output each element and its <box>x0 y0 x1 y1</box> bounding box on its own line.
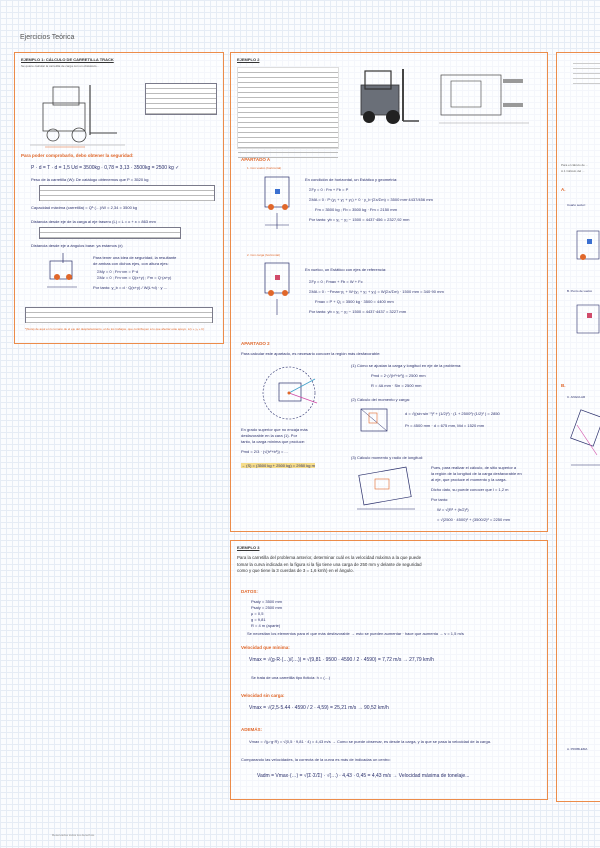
final-eq: Vadm = Vmax·(…) = √(Σ·Σ/Σ) · √(…) · 4,43 · 0,45 = 4,43 m/s → Velocidad máxima de tonelaje... <box>257 773 470 779</box>
summary-table <box>25 307 213 323</box>
panel-heading: EJEMPLO 3 <box>237 545 260 550</box>
forklift-weight: Peso de la carretilla (W): De catálogo obtenemos que P = 3520 kg <box>31 177 149 182</box>
data-heading: DATOS: <box>241 589 258 594</box>
max-capacity: Capacidad máxima (carretilla) = Q²·(…)/W = 2,34 = 3500 kg <box>31 205 138 210</box>
case-1-line-4: Fm = 3500 kg ; Fb = 3500 kg · Fm = 2150 mm <box>315 207 397 212</box>
exercise-panel-2 <box>230 52 548 532</box>
exercise-panel-3 <box>230 540 548 800</box>
panel-4-line-6: A. PROBLEMA <box>567 747 588 751</box>
note-3: tanto, la carga mínima que produce: <box>241 439 306 444</box>
panel-4-diagram-1 <box>573 225 600 285</box>
step-3-line-1: Pues, para realizar el cálculo, de sitio superior a <box>431 465 517 470</box>
case-2-line-2: ΣFy = 0 ; Fmax + Fb = W + Fc <box>309 279 363 284</box>
step-3-eq-2: = √(2500 · 4500)² + (3500/2)² = 2250 mm <box>437 517 511 522</box>
step-2-eq-2: Pr = 4500 mm · d = 675 mm, Md = 1520 mm <box>405 423 485 428</box>
no-load-heading: Velocidad sin carga: <box>241 693 285 698</box>
note-eq: Pmd = 2/3 · (√(h²+b²)) = ... <box>241 449 288 454</box>
panel-heading: EJEMPLO 2 <box>237 57 260 62</box>
step-3-line-5: Por tanto: <box>431 497 449 502</box>
highlighted-result: → (S) = (3500 kg + 2500 kg) = 2950 kg m <box>241 463 315 468</box>
case-2-diagram <box>261 259 301 319</box>
turning-circle-diagram <box>255 361 329 425</box>
panel-4-line-5: C. ANGULAR <box>567 395 586 399</box>
stability-note-2: de ambas con dichos ejes, con altura ejes: <box>93 261 169 266</box>
panel-4-line-1: Para el cálculo de ... <box>561 163 589 167</box>
data-note: Se necesitan los elementos para el que más desfavorable → esto se pueden aumentar · hace que aumenta → v = 1,5 m/s <box>247 631 464 636</box>
panel-4-line-2: A.1 Cálculo del ... <box>561 169 585 173</box>
step-1-eq-2: R = 4A mm · Sin = 2500 mm <box>371 383 422 388</box>
problem-statement: Para la carretilla del problema anterior, determinar cuál es la velocidad máxima a la que puede tomar la curva indicada en la figura si la fijo tiene una carga de 250 mm y delante de seguridad como y que tiene la 3 cuerdas de 3 = 1,6 kmh) en el ángulo. <box>237 555 422 573</box>
case-2-line-3: ΣMA = 0 : −Fmax·y₁ + W·(y₁ + y₂ + y₃) = W(Σx/Σm) · 1500 mm = 340·90 mm <box>309 289 444 294</box>
step-2-eq-1: d = √((sin·sin⁻¹)² + (1/2)²) · (1 + 2500²)·(1/2)² ) = 2850 <box>405 411 500 416</box>
panel-subheading: Se quiere calcular la carretilla de carga con un obstáculo... <box>21 64 99 68</box>
sheet-title: Ejercicios Teórica <box>20 34 75 41</box>
case-1-line-2: ΣFy = 0 : Fm + Fb = P <box>309 187 349 192</box>
case-2-line-4: Fmax = P + Q₁ = 3500 kg · 3500 = 4400 mm <box>315 299 394 304</box>
case-1-diagram <box>261 173 301 233</box>
axle-distance: Distancia desde eje de la carga al eje trasero (L) = L = c + x = 863 mm <box>31 219 156 224</box>
result-eq: Por tanto: y_b = d · Q(x+y) / W(L+d) · y ... <box>93 285 167 290</box>
base-distance: Distancia desde eje a ángulos base: ya estamos (x) <box>31 243 123 248</box>
data-5: R = 4 m (aparte) <box>251 623 281 628</box>
data-4: g = 9,81 <box>251 617 266 622</box>
panel-heading: EJEMPLO 1: CÁLCULO DE CARRETILLA TRACK <box>21 57 114 62</box>
footnote: *(Nota) de aquí en lo tomaré de el eje del desplazamiento, el de los trabajos, que contribuyen a lo que afectar este apoyo, L(x + y₀ + b) <box>25 327 205 331</box>
panel-4-b: B. <box>561 383 566 388</box>
step-2: (2) Cálculo del momento y carga: <box>351 397 410 402</box>
note-2: desfavorable en la cara (1). Por <box>241 433 298 438</box>
also-heading: ADEMÁS: <box>241 727 262 732</box>
page-footer: Reservados todos los derechos. <box>52 833 95 837</box>
step-heading: Para poder comprobarlo, debo obtener la seguridad: <box>21 153 134 158</box>
catalog-table-2 <box>39 227 181 239</box>
data-1: Psaly = 3500 mm <box>251 599 283 604</box>
case-1-line-5: Por tanto: yb = y₁ − y₂ − 1500 = 4437·456 = 2327,92 mm <box>309 217 410 222</box>
section-2-heading: APARTADO 2 <box>241 341 270 346</box>
panel-4-diagram-3 <box>567 405 600 475</box>
load-section-diagram <box>355 403 395 439</box>
no-load-eq: Vmax = √(2,5·5.44 · 4590 / 2 · 4,59) = 25,21 m/s → 90,52 km/h <box>249 705 389 711</box>
case-1-line-1: En condición de horizontal, un Estático y geometría: <box>305 177 398 182</box>
panel-4-diagram-2 <box>573 299 600 349</box>
catalog-table-1 <box>39 185 215 201</box>
moment-eq-2: ΣMz = 0 ; Fm·xm = Q(x+y) ; Fm = Q·(a+y) <box>97 275 172 280</box>
data-3: μ = 0,5 <box>251 611 264 616</box>
panel-4-line-4: B. Punto de vuelco <box>567 289 593 293</box>
exercise-panel-1 <box>14 52 224 344</box>
moment-eq-1: ΣMy = 0 ; Fm·xm = P·d <box>97 269 139 274</box>
panel-4-a: A. <box>561 187 566 192</box>
free-body-diagram <box>45 253 85 293</box>
step-3-line-4: Dicho dato, su puede conocer que l = 1,2 m <box>431 487 509 492</box>
section-2-intro: Para calcular este apartado, es necesario conocer la región más desfavorable: <box>241 351 381 356</box>
section-a-heading: APARTADO A <box>241 157 271 162</box>
exercise-panel-4 <box>556 52 600 802</box>
step-3-line-2: la región de la longitud de la carga desfavorable en <box>431 471 522 476</box>
case-2-line-5: Por tanto: yb = y₁ − y₂ − 1500 = 4437·4437 = 3227 mm <box>309 309 407 314</box>
velocity-eq: Vmax = √(g·R·(…)/(…)) = √(9,81 · 9500 · 4590 / 2 · 4590) = 7,72 m/s → 27,79 km/h <box>249 657 434 663</box>
step-3-line-3: al eje, que produce el momento y la carga. <box>431 477 507 482</box>
case-1-label: 1. Con vuelco (horizontal) <box>247 166 282 170</box>
velocity-note: Se trata de una carretilla tipo ficticia: h = (…) <box>251 675 331 680</box>
sheet-subtitle: · · · · · · · · · · · · · · <box>20 42 72 46</box>
note-1: En grado superior que no encaja más <box>241 427 308 432</box>
case-2-label: 2. Con carga (horizontal) <box>247 253 281 257</box>
safety-check: P · d = T · d = 1,5 Ud = 3500kg · 0,78 = 3,13 · 3500kg = 2500 kg ✓ <box>31 165 180 171</box>
step-3-eq-1: W = √(R² + (h/2)²) <box>437 507 469 512</box>
case-2-line-1: En vuelco, un Estático con ejes de referencia: <box>305 267 387 272</box>
typed-paragraph <box>573 59 600 85</box>
step-1: (1) Cómo se ajustan la carga y longitud en eje de la problema: <box>351 363 462 368</box>
forklift-dimension-drawing <box>25 75 135 150</box>
also-eq: Vmax = √(μ·g·R) = √(0,5 · 9,81 · 4) = 4,43 m/s → Como se puede observar, es desde la carga, y la que se pasa la velocidad de la carga. <box>249 739 492 744</box>
forklift-photo <box>351 67 421 129</box>
data-2: Psaly = 2500 mm <box>251 605 283 610</box>
step-3: (3) Cálculo momento y radio de longitud: <box>351 455 424 460</box>
comparison: Comparando las velocidades, la correcta de la curva es más de indicadas un centro: <box>241 757 391 762</box>
step-1-eq-1: Pmd = 2·(√(h²+b²)) = 2500 mm <box>371 373 426 378</box>
forklift-top-view <box>431 67 541 129</box>
velocity-heading: Velocidad que mínima: <box>241 645 290 650</box>
panel-4-line-3: Cuarto sector: <box>567 203 586 207</box>
specs-table <box>145 83 217 115</box>
case-1-line-3: ΣMA = 0 : P·(y₁ + y₂ + y₃) + 0 · y_b·(Σx/Σm) = 3500 mm·4437/456 mm <box>309 197 433 202</box>
tilted-load-diagram <box>355 461 425 515</box>
data-list-table <box>237 67 339 149</box>
stability-note-1: Para tener una idea de seguridad, la resultante <box>93 255 177 260</box>
